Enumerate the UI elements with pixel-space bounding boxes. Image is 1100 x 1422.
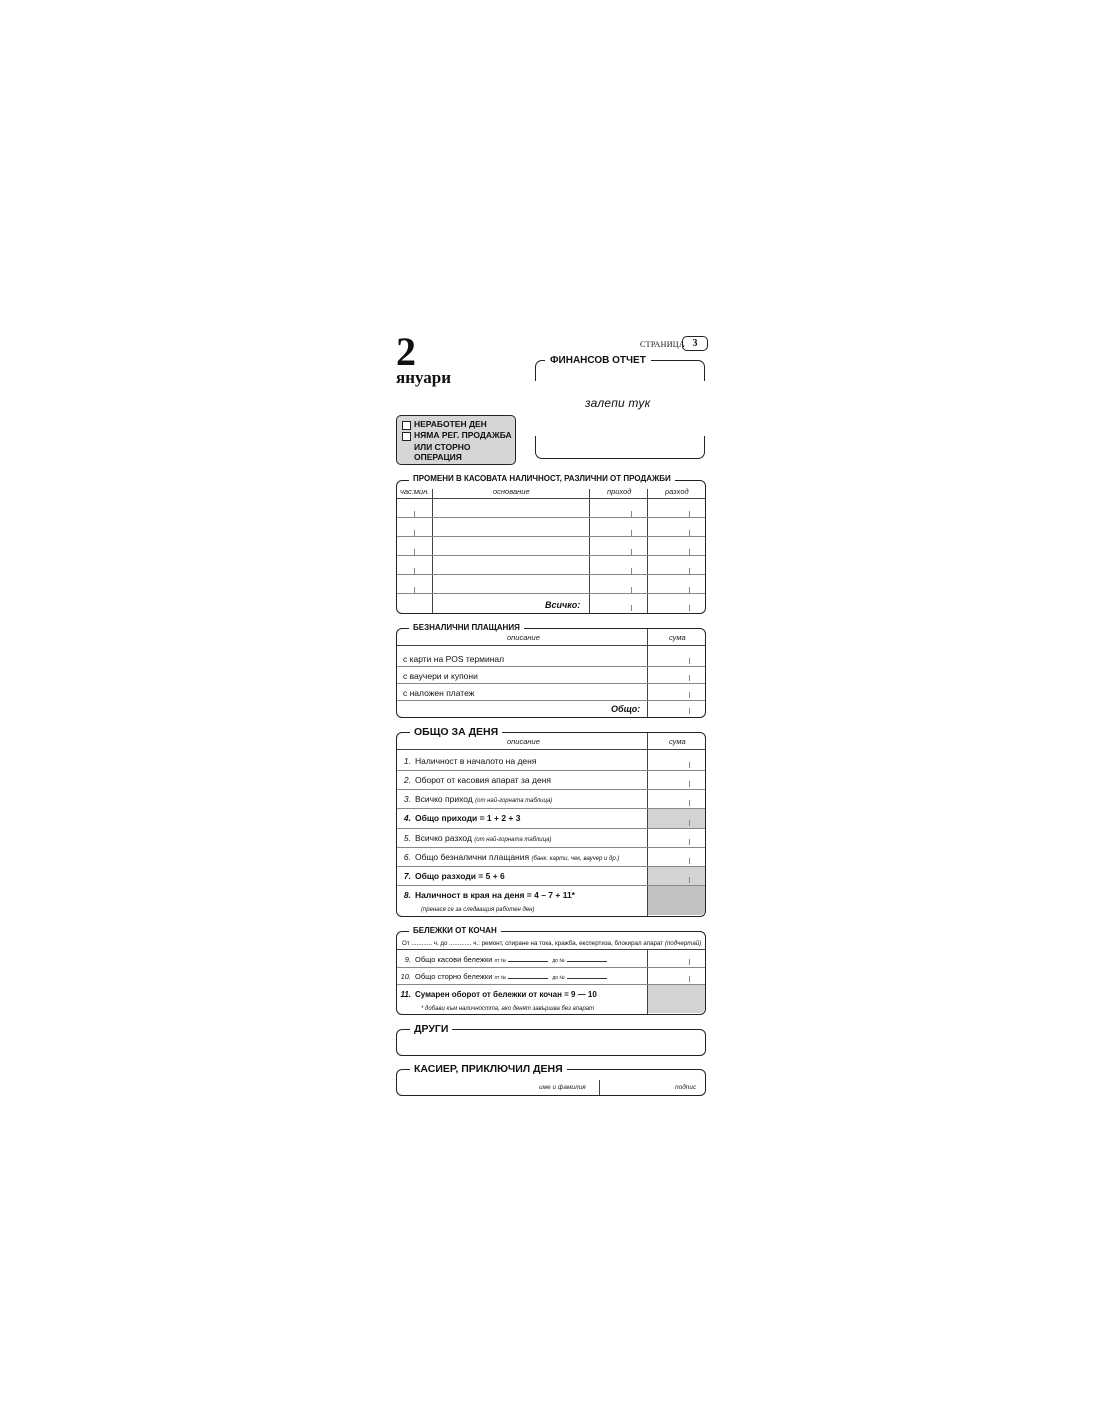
status-non-working-day: НЕРАБОТЕН ДЕН (414, 419, 487, 429)
amount-tick (689, 800, 690, 806)
to-label: до № (552, 958, 565, 964)
cashless-row-cod: с наложен платеж (403, 688, 475, 698)
day-row-7 (397, 871, 505, 881)
row-label: Оборот от касовия апарат за деня (415, 775, 552, 785)
total-expense-shade (648, 867, 705, 885)
signature-divider (599, 1080, 600, 1095)
day-total-title: ОБЩО ЗА ДЕНЯ (410, 726, 502, 738)
amount-tick (689, 675, 690, 681)
row-label: Наличност в края на деня = 4 – 7 + 11* (415, 890, 575, 900)
row-number: 6. (403, 852, 411, 862)
month-name: януари (396, 368, 452, 387)
row-number: 9. (404, 955, 411, 964)
amount-tick (631, 605, 632, 611)
end-balance-shade (648, 886, 705, 915)
header-divider (397, 498, 705, 499)
status-box (396, 415, 516, 465)
row-note: (банк. карти, чек, ваучер и др.) (531, 856, 620, 862)
row-divider (397, 847, 705, 848)
amount-tick (689, 976, 690, 982)
day-row-5 (397, 833, 551, 843)
header-divider (397, 645, 705, 646)
amount-tick (689, 568, 690, 574)
cashless-section (396, 623, 706, 718)
cash-changes-total-label: Всичко: (545, 600, 581, 610)
from-field[interactable] (508, 973, 548, 979)
time-tick (414, 511, 415, 517)
period-text: От ............ ч. до ............. ч.: ремонт, спиране на тока, кражба, експертиза, блокирал апарат (402, 940, 664, 947)
col-income: приход (607, 487, 632, 496)
row-number: 2. (403, 775, 411, 785)
other-section[interactable] (396, 1023, 706, 1056)
cashless-total-label: Общо: (611, 704, 641, 714)
receipts-row-11 (397, 990, 597, 999)
to-field[interactable] (567, 956, 607, 962)
day-row-2 (397, 775, 551, 785)
time-tick (414, 530, 415, 536)
row-divider (397, 666, 705, 667)
amount-tick (689, 820, 690, 826)
amount-tick (689, 781, 690, 787)
amount-tick (689, 511, 690, 517)
row-divider (397, 683, 705, 684)
row-label: Общо безналични плащания (415, 852, 530, 862)
row-label: Всичко приход (415, 794, 473, 804)
time-tick (414, 549, 415, 555)
period-note: (подчертай) (664, 940, 702, 947)
amount-tick (689, 658, 690, 664)
row-divider (397, 885, 705, 886)
receipts-row-9 (397, 955, 609, 964)
row-number: 1. (403, 756, 411, 766)
row-label: Всичко разход (415, 833, 472, 843)
total-income-shade (648, 809, 705, 828)
cash-changes-title: ПРОМЕНИ В КАСОВАТА НАЛИЧНОСТ, РАЗЛИЧНИ ОТ ПРОДАЖБИ (409, 474, 675, 483)
summary-shade (648, 985, 705, 1013)
name-label: име и фамилия (539, 1084, 586, 1091)
col-sum: сума (669, 633, 686, 642)
cashless-row-vouchers: с ваучери и купони (403, 671, 478, 681)
amount-tick (689, 549, 690, 555)
amount-tick (631, 511, 632, 517)
col-basis: основание (493, 487, 530, 496)
cashier-title: КАСИЕР, ПРИКЛЮЧИЛ ДЕНЯ (410, 1063, 567, 1075)
status-no-sales: НЯМА РЕГ. ПРОДАЖБА (414, 430, 512, 440)
row-label: Общо разходи = 5 + 6 (415, 871, 505, 881)
amount-tick (689, 762, 690, 768)
receipts-section (396, 926, 706, 1015)
col-divider (647, 629, 648, 717)
row-divider (397, 967, 705, 968)
cash-changes-section (396, 474, 706, 614)
row-number: 3. (403, 794, 411, 804)
stick-here-label: залепи тук (585, 396, 651, 410)
row-divider (397, 517, 705, 518)
financial-report-area (535, 355, 705, 460)
row-label: Наличност в началото на деня (415, 756, 537, 766)
amount-tick (689, 839, 690, 845)
time-tick (414, 568, 415, 574)
day-row-8 (397, 890, 575, 900)
row-number: 10. (400, 972, 411, 981)
col-divider (647, 489, 648, 613)
row-divider (397, 808, 705, 809)
col-description: описание (507, 633, 540, 642)
header-divider (397, 949, 705, 950)
row-divider (397, 984, 705, 985)
row-label: Общо касови бележки (415, 955, 493, 964)
amount-tick (689, 530, 690, 536)
row-number: 5. (403, 833, 411, 843)
amount-tick (689, 858, 690, 864)
row-divider (397, 700, 705, 701)
row-divider (397, 555, 705, 556)
other-title: ДРУГИ (410, 1023, 452, 1035)
col-description: описание (507, 737, 540, 746)
row-note: * добави към наличността, ако денят завършва без апарат (421, 1006, 595, 1012)
page-number: 3 (682, 336, 708, 351)
cashless-row-pos: с карти на POS терминал (403, 654, 505, 664)
day-row-3 (397, 794, 552, 804)
row-divider (397, 828, 705, 829)
amount-tick (689, 605, 690, 611)
receipts-period-line (402, 940, 701, 947)
row-divider (397, 536, 705, 537)
row-divider (397, 866, 705, 867)
row-label: Сумарен оборот от бележки от кочан = 9 — 10 (415, 990, 597, 999)
row-number: 4. (403, 813, 411, 823)
amount-tick (631, 549, 632, 555)
receipts-summary-note (421, 1002, 594, 1012)
day-row-1 (397, 756, 536, 766)
receipts-row-10 (397, 972, 609, 981)
from-label: от № (494, 975, 507, 981)
report-bracket-bottom (535, 436, 705, 459)
header-divider (397, 749, 705, 750)
amount-tick (631, 530, 632, 536)
row-divider (397, 770, 705, 771)
col-divider (589, 489, 590, 613)
amount-tick (631, 568, 632, 574)
day-row-4 (397, 813, 521, 823)
amount-tick (689, 959, 690, 965)
non-working-day-checkbox[interactable] (402, 421, 411, 430)
from-field[interactable] (508, 956, 548, 962)
col-sum: сума (669, 737, 686, 746)
row-divider (397, 593, 705, 594)
col-expense: разход (665, 487, 689, 496)
amount-tick (631, 587, 632, 593)
day-row-6 (397, 852, 619, 862)
row-number: 8. (403, 890, 411, 900)
cashier-section (396, 1063, 706, 1096)
row-note: (от най-горната таблица) (474, 837, 552, 843)
amount-tick (689, 708, 690, 714)
amount-tick (689, 587, 690, 593)
col-time: час:мин. (400, 487, 430, 496)
col-divider (647, 949, 648, 1014)
from-label: от № (494, 958, 507, 964)
page-label: СТРАНИЦА (640, 340, 685, 349)
no-sales-checkbox[interactable] (402, 432, 411, 441)
day-row-8-note (421, 903, 534, 913)
receipts-title: БЕЛЕЖКИ ОТ КОЧАН (409, 926, 501, 935)
row-note: (от най-горната таблица) (475, 798, 553, 804)
cashless-title: БЕЗНАЛИЧНИ ПЛАЩАНИЯ (409, 623, 524, 632)
row-divider (397, 574, 705, 575)
signature-label: подпис (675, 1084, 697, 1091)
financial-report-title: ФИНАНСОВ ОТЧЕТ (545, 355, 651, 366)
amount-tick (689, 692, 690, 698)
row-number: 11. (400, 990, 411, 999)
row-divider (397, 789, 705, 790)
to-label: до № (552, 975, 565, 981)
col-divider (432, 489, 433, 613)
row-label: Общо сторно бележки (415, 972, 493, 981)
day-total-section (396, 726, 706, 917)
to-field[interactable] (567, 973, 607, 979)
amount-tick (689, 877, 690, 883)
row-note: (пренася се за следващия работен ден) (421, 907, 535, 913)
row-label: Общо приходи = 1 + 2 + 3 (415, 813, 521, 823)
day-number: 2 (396, 329, 416, 374)
time-tick (414, 587, 415, 593)
status-storno: ИЛИ СТОРНО ОПЕРАЦИЯ (414, 442, 471, 462)
col-divider (647, 733, 648, 916)
row-number: 7. (403, 871, 411, 881)
